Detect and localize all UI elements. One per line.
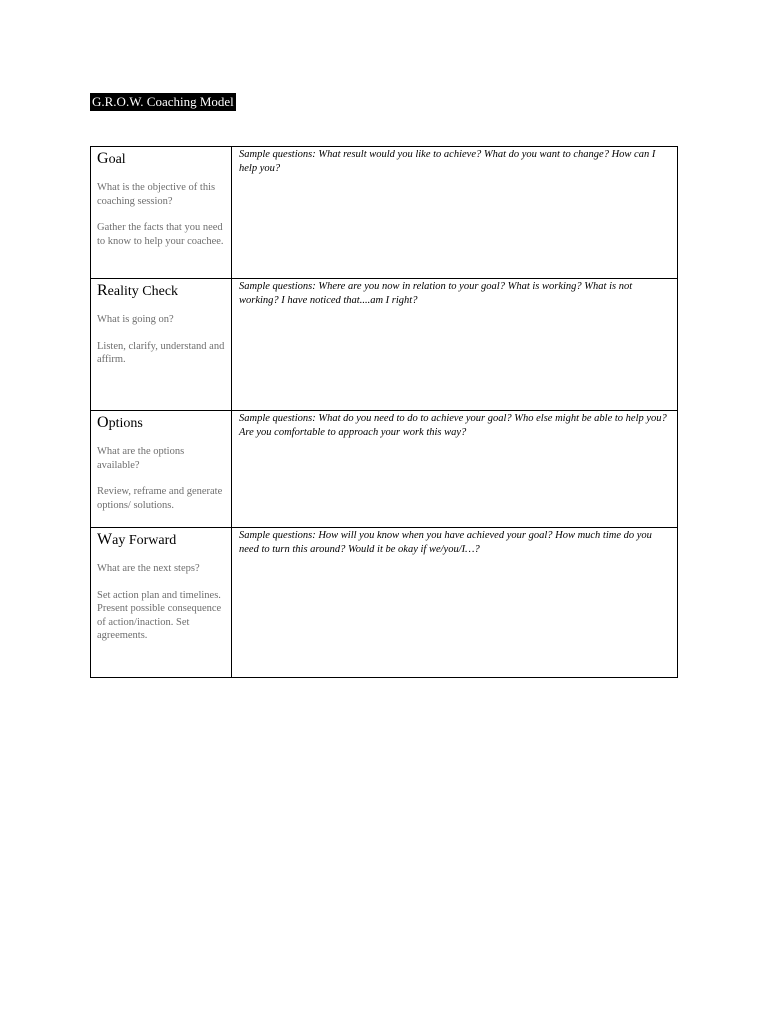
stage-title-initial: W	[97, 531, 113, 548]
stage-title-rest: eality Check	[107, 284, 179, 299]
stage-info-cell	[91, 279, 232, 411]
stage-title-reality-check	[97, 282, 225, 301]
stage-guidance: Gather the facts that you need to know to help your coachee.	[97, 222, 224, 247]
stage-row-reality-check	[91, 279, 678, 411]
sample-questions-options: Sample questions: What do you need to do to achieve your goal? Who else might be able to help you? Are you comfortable to approach your work this way?	[239, 413, 667, 438]
document-title: G.R.O.W. Coaching Model	[92, 94, 234, 109]
stage-title-options	[97, 414, 225, 433]
stage-info-cell	[91, 411, 232, 528]
stage-row-options	[91, 411, 678, 528]
stage-title-rest: ptions	[108, 416, 143, 431]
stage-guidance: Review, reframe and generate options/ solutions.	[97, 486, 223, 511]
sample-questions-cell	[232, 411, 678, 528]
sample-questions-cell	[232, 528, 678, 678]
grow-model-table	[90, 146, 678, 678]
sample-questions-cell	[232, 147, 678, 279]
stage-prompt: What is going on?	[97, 314, 174, 325]
stage-title-way-forward	[97, 531, 225, 550]
stage-guidance: Set action plan and timelines. Present possible consequence of action/inaction. Set agreements.	[97, 589, 222, 641]
stage-prompt: What are the options available?	[97, 446, 185, 471]
sample-questions-cell	[232, 279, 678, 411]
stage-prompt: What is the objective of this coaching session?	[97, 182, 216, 207]
stage-title-initial: O	[97, 414, 109, 431]
stage-title-initial: R	[97, 282, 108, 299]
stage-prompt: What are the next steps?	[97, 563, 200, 574]
stage-title-initial: G	[97, 150, 109, 167]
stage-title-rest: ay Forward	[112, 533, 177, 548]
stage-row-goal	[91, 147, 678, 279]
stage-row-way-forward	[91, 528, 678, 678]
stage-info-cell	[91, 528, 232, 678]
sample-questions-way-forward: Sample questions: How will you know when you have achieved your goal? How much time do you need to turn this around? Would it be okay if we/you/I…?	[239, 530, 652, 555]
stage-title-rest: oal	[108, 152, 126, 167]
stage-title-goal	[97, 150, 225, 169]
sample-questions-reality-check: Sample questions: Where are you now in relation to your goal? What is working? What is not working? I have noticed that....am I right?	[239, 281, 633, 306]
sample-questions-goal: Sample questions: What result would you like to achieve? What do you want to change? How can I help you?	[239, 149, 656, 174]
stage-guidance: Listen, clarify, understand and affirm.	[97, 340, 225, 365]
stage-info-cell	[91, 147, 232, 279]
